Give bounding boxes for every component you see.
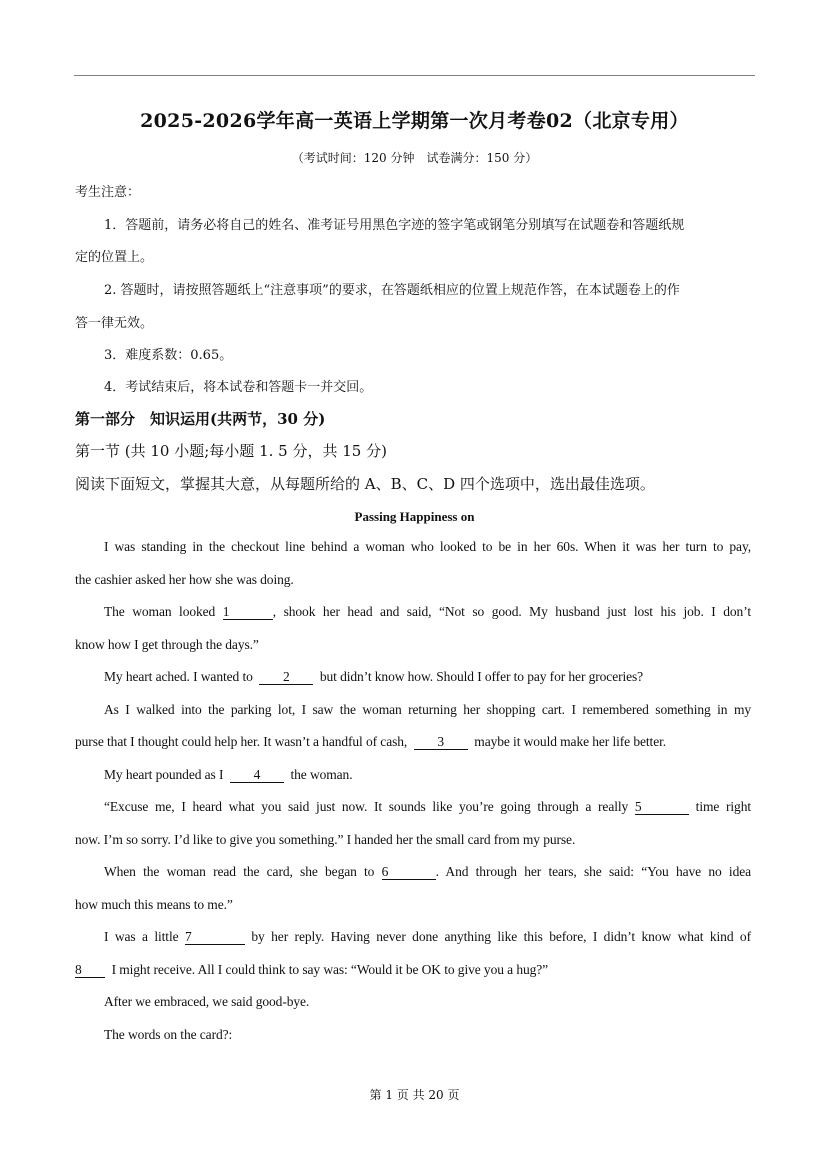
instruction: 阅读下面短文，掌握其大意，从每题所给的 A、B、C、D 四个选项中，选出最佳选项。	[75, 475, 655, 493]
passage-line: After we embraced, we said good-bye.	[104, 994, 310, 1009]
notice-item-4: 4．考试结束后，将本试卷和答题卡一并交回。	[104, 380, 373, 395]
blank-2: 2	[259, 670, 313, 685]
passage-line: “Excuse me, I heard what you said just now. It sounds like you’re going through a really 5 time right	[104, 799, 752, 814]
passage-line: how much this means to me.”	[75, 897, 233, 912]
blank-3: 3	[414, 735, 468, 750]
passage-line: When the woman read the card, she began to 6 . And through her tears, she said: “You have no idea	[104, 864, 752, 879]
passage-title: Passing Happiness on	[354, 509, 475, 524]
blank-1: 1	[223, 605, 273, 620]
notice-item-3: 3．难度系数：0.65。	[104, 348, 233, 363]
page-title: 2025-2026学年高一英语上学期第一次月考卷02（北京专用）	[140, 110, 689, 132]
header-rule	[74, 75, 755, 76]
blank-4: 4	[230, 768, 284, 783]
section-heading: 第一节 (共 10 小题;每小题 1. 5 分，共 15 分)	[75, 442, 387, 460]
passage-line: purse that I thought could help her. It wasn’t a handful of cash, 3 maybe it would make her life better.	[75, 734, 667, 749]
passage-line: My heart ached. I wanted to 2 but didn’t know how. Should I offer to pay for her groceries?	[104, 669, 644, 684]
notice-item-2: 2. 答题时，请按照答题纸上“注意事项”的要求，在答题纸相应的位置上规范作答，在本试题卷上的作	[104, 283, 680, 298]
passage-line: The woman looked 1 , shook her head and said, “Not so good. My husband just lost his job. I don’t	[104, 604, 751, 619]
passage-line: As I walked into the parking lot, I saw the woman returning her shopping cart. I remembered something in my	[104, 702, 751, 717]
passage-line: the cashier asked her how she was doing.	[75, 572, 294, 587]
blank-7: 7	[185, 930, 245, 945]
blank-6: 6	[382, 865, 436, 880]
blank-8: 8	[75, 963, 105, 978]
passage-line: now. I’m so sorry. I’d like to give you something.” I handed her the small card from my purse.	[75, 832, 576, 847]
blank-5: 5	[635, 800, 689, 815]
notice-item-1-cont: 定的位置上。	[75, 250, 154, 265]
notice-item-2-cont: 答一律无效。	[75, 316, 154, 331]
passage-line: I was a little 7 by her reply. Having never done anything like this before, I didn’t know what kind of	[104, 929, 751, 944]
page-number: 第 1 页 共 20 页	[369, 1088, 460, 1102]
notice-item-1: 1．答题前，请务必将自己的姓名、准考证号用黑色字迹的签字笔或钢笔分别填写在试题卷和答题纸规	[104, 218, 685, 233]
passage-line: 8 I might receive. All I could think to say was: “Would it be OK to give you a hug?”	[75, 962, 549, 977]
passage-line: My heart pounded as I 4 the woman.	[104, 767, 353, 782]
notice-heading: 考生注意：	[75, 185, 141, 200]
passage-line: I was standing in the checkout line behind a woman who looked to be in her 60s. When it was her turn to pay,	[104, 539, 751, 554]
passage-line: The words on the card?:	[104, 1027, 233, 1042]
passage-line: know how I get through the days.”	[75, 637, 259, 652]
exam-info: （考试时间：120 分钟 试卷满分：150 分）	[291, 151, 538, 165]
part-heading: 第一部分 知识运用(共两节，30 分)	[75, 410, 326, 428]
